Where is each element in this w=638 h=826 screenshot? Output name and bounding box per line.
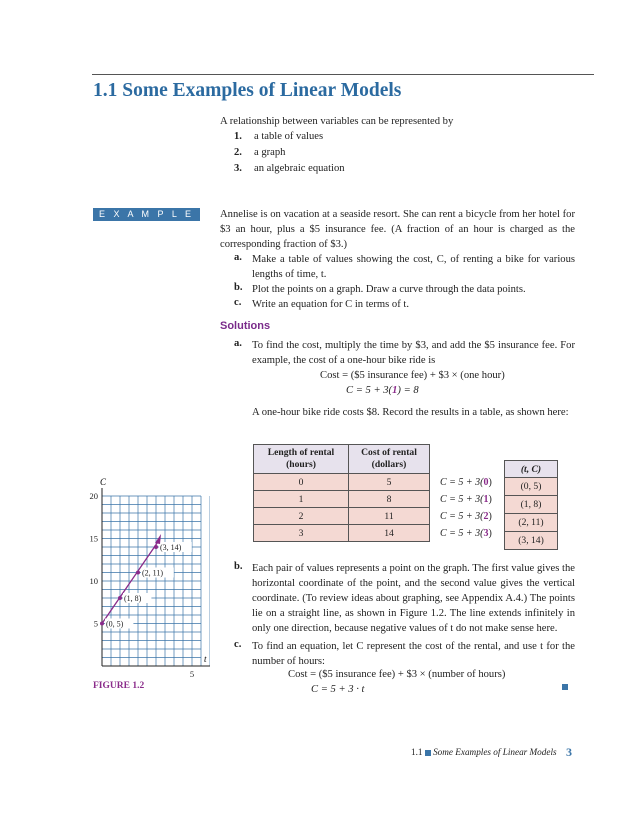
task-text: Make a table of values showing the cost, C, of renting a bike for various lengths of time, t. (252, 254, 575, 280)
data-points (100, 542, 192, 629)
x-tick-label: 5 (189, 669, 195, 678)
y-tick-label: 20 (89, 491, 98, 501)
data-label: (1, 8) (124, 594, 142, 603)
calc-row: C = 5 + 3(0) (440, 477, 492, 488)
section-title: 1.1 Some Examples of Linear Models (93, 80, 402, 101)
solution-label: c. (234, 639, 242, 650)
data-point (118, 596, 122, 600)
table-header: Cost of rental (dollars) (349, 445, 430, 474)
table-cell: 5 (349, 474, 430, 491)
task-label: c. (234, 297, 242, 308)
page-number: 3 (566, 745, 572, 759)
y-tick-label: 15 (89, 533, 98, 544)
calc-row: C = 5 + 3(2) (440, 511, 492, 522)
calc-row: C = 5 + 3(3) (440, 528, 492, 539)
table-row (254, 491, 430, 508)
table-cell: (2, 11) (505, 514, 558, 532)
chart-grid (102, 496, 210, 666)
x-axis-label: t (204, 654, 207, 664)
data-point (136, 571, 140, 575)
calc-row: C = 5 + 3(1) (440, 494, 492, 505)
data-point (100, 622, 104, 626)
solution-b-text: Each pair of values represents a point on the graph. The first value gives the horizontal coordinate of the point, and the second value gives the vertical coordinate. (To review ideas about graphing, see Appendix A.4.) The points lie on a straight line, as shown in Figure 1.2. The line extends infinitely in only one direction, because negative values of t do not make sense here. (252, 563, 575, 634)
rental-table (253, 444, 430, 542)
solution-a-text: To find the cost, multiply the time by $3, and add the $5 insurance fee. For example, the cost of a one-hour bike ride is (252, 340, 575, 366)
table-cell: 2 (254, 508, 349, 525)
end-of-example-icon (562, 684, 568, 690)
example-tag: E X A M P L E 1 (93, 208, 200, 221)
table-cell: (3, 14) (505, 532, 558, 550)
table-cell: 0 (254, 474, 349, 491)
table-row (254, 474, 430, 491)
solution-label: a. (234, 338, 242, 349)
table-cell: (0, 5) (505, 478, 558, 496)
table-header: (t, C) (505, 461, 558, 478)
task-text: Write an equation for C in terms of t. (252, 299, 409, 310)
data-label: (0, 5) (106, 619, 124, 629)
solution-c-text: To find an equation, let C represent the cost of the rental, and use t for the number of hours: (252, 641, 575, 667)
task-text: Plot the points on a graph. Draw a curve through the data points. (252, 284, 526, 295)
top-rule (92, 74, 594, 75)
equation: Cost = ($5 insurance fee) + $3 × (number of hours) (288, 669, 506, 680)
table-cell: 14 (349, 525, 430, 542)
solutions-heading: Solutions (220, 320, 271, 332)
equation: C = 5 + 3 · t (311, 684, 365, 695)
y-tick-label: 10 (89, 576, 98, 586)
intro-text: A relationship between variables can be represented by (220, 116, 454, 127)
y-tick-label: 5 (93, 618, 98, 629)
equation: C = 5 + 3(1) = 8 (346, 385, 419, 396)
data-point (154, 545, 158, 549)
intro-list-item: 1. a table of values (234, 131, 324, 142)
table-row (254, 508, 430, 525)
equation: Cost = ($5 insurance fee) + $3 × (one hour) (320, 370, 505, 381)
table-cell: (1, 8) (505, 496, 558, 514)
pairs-table (504, 460, 558, 550)
y-axis-label: C (100, 477, 107, 487)
chart-ticks (90, 491, 195, 678)
table-header: Length of rental (hours) (254, 445, 349, 474)
data-label: (3, 14) (160, 543, 182, 552)
table-cell: 1 (254, 491, 349, 508)
task-label: a. (234, 252, 242, 263)
figure-1-2-chart (80, 476, 210, 678)
intro-list-item: 2. a graph (234, 147, 286, 158)
table-cell: 11 (349, 508, 430, 525)
solution-label: b. (234, 561, 243, 572)
footer-square-icon (425, 750, 431, 756)
footer-running-head: 1.1 Some Examples of Linear Models (411, 747, 557, 757)
solution-a-text-2: A one-hour bike ride costs $8. Record the results in a table, as shown here: (252, 407, 569, 418)
task-label: b. (234, 282, 243, 293)
table-cell: 8 (349, 491, 430, 508)
series-line (102, 543, 158, 624)
intro-list-item: 3. an algebraic equation (234, 163, 345, 174)
table-cell: 3 (254, 525, 349, 542)
data-label: (2, 11) (142, 568, 164, 578)
table-row (254, 525, 430, 542)
example-text: Annelise is on vacation at a seaside resort. She can rent a bicycle from her hotel for $3 an hour, plus a $5 insurance fee. (A fraction of an hour is charged as the corresponding fraction of $3.) (220, 209, 575, 250)
figure-caption: FIGURE 1.2 (93, 681, 145, 691)
